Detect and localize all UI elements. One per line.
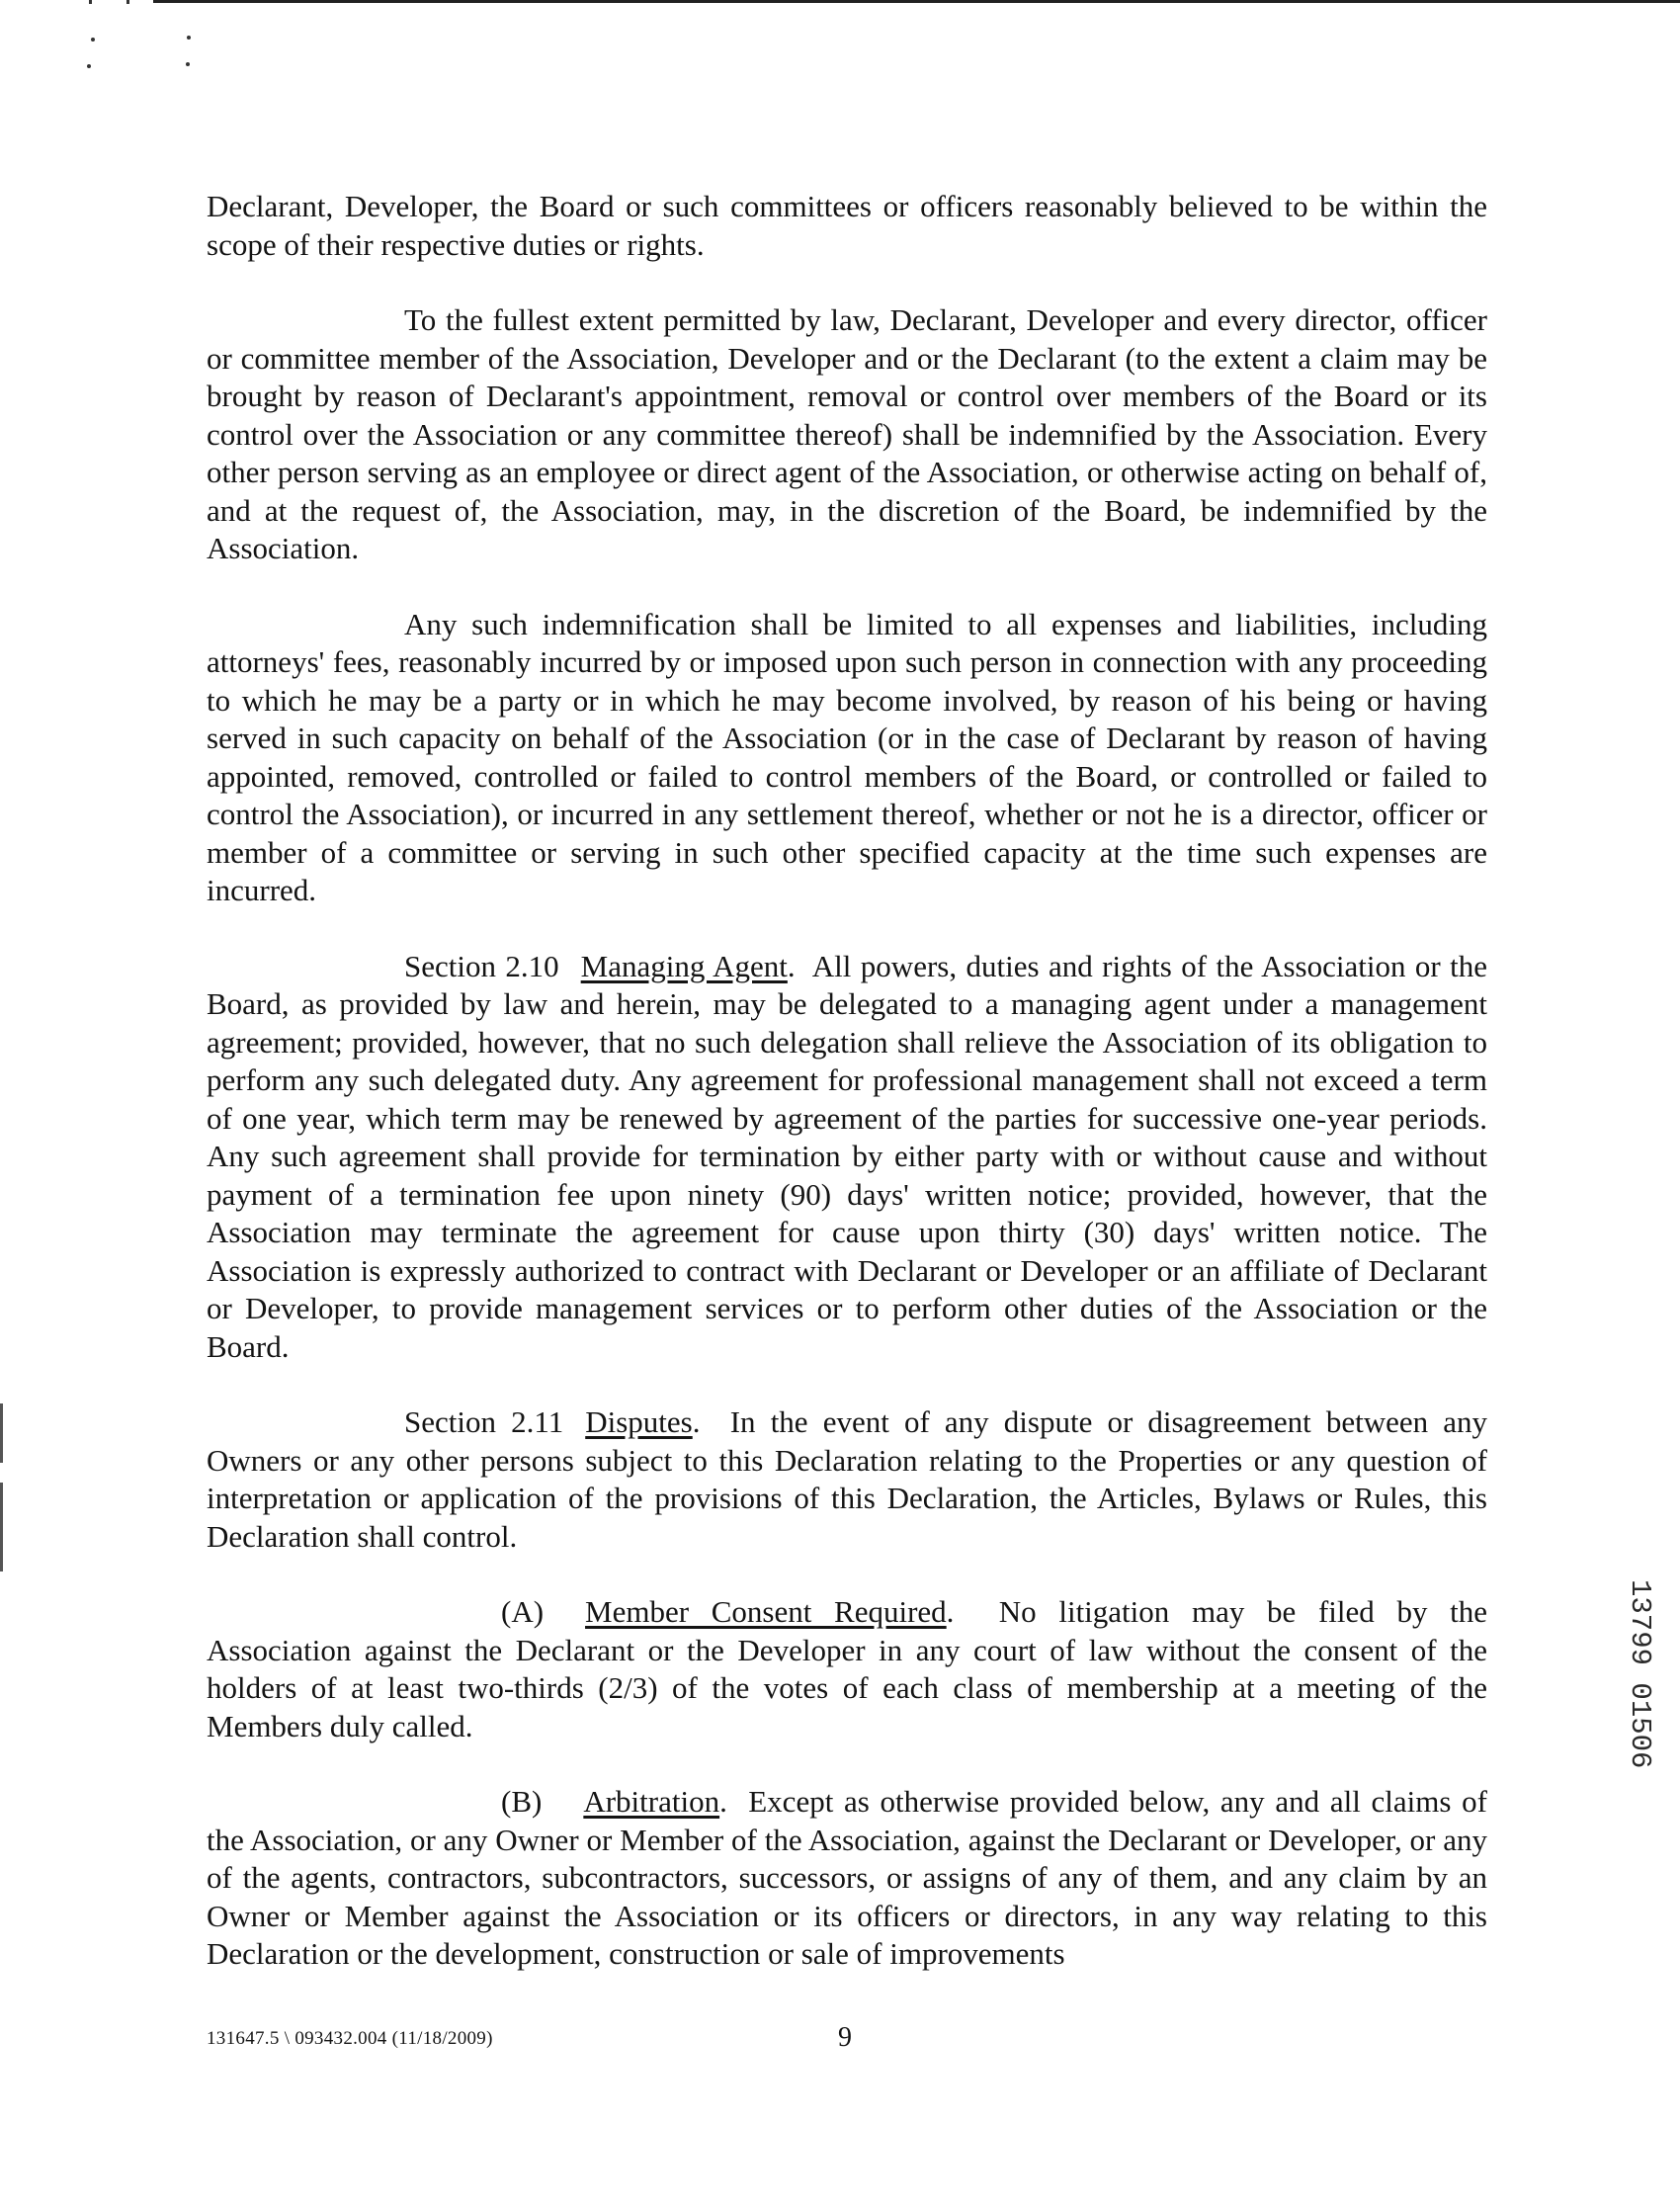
top-edge-rule bbox=[153, 0, 1680, 3]
top-edge-tick bbox=[89, 0, 92, 4]
subsection-b: (B) Arbitration. Except as otherwise provided below, any and all claims of the Association, or any Owner or Member of the Association, against the Declarant or Developer, or any of the agents, contractors, subcontractors, successors, or assigns of any of them, and any claim by an Owner or Member against the Association or its officers or directors, in any way relating to this Declaration or the development, construction or sale of improvements bbox=[207, 1784, 1487, 1971]
paragraph-text: Any such indemnification shall be limited to all expenses and liabilities, including attorneys' fees, reasonably incurred by or imposed upon such person in connection with any proceeding to which he may be a party or in which he may become involved, by reason of his being or having served in such capacity on behalf of the Association (or in the case of Declarant by reason of having appointed, removed, controlled or failed to control members of the Board, or controlled or failed to control the Association), or incurred in any settlement thereof, whether or not he is a director, officer or member of a committee or serving in such other specified capacity at the time such expenses are incurred. bbox=[207, 606, 1487, 907]
subsection-a: (A) Member Consent Required. No litigation may be filed by the Association against the Declarant or the Developer in any court of law without the consent of the holders of at least two-thirds (2/3) of the votes of each class of membership at a meeting of the Members duly called. bbox=[207, 1594, 1487, 1743]
subsection-label: (A) bbox=[501, 1594, 545, 1629]
footer-document-id: 131647.5 \ 093432.004 (11/18/2009) bbox=[207, 2028, 493, 2049]
scan-edge-mark bbox=[0, 1483, 3, 1571]
subsection-heading: Member Consent Required bbox=[585, 1594, 947, 1629]
scan-edge-mark bbox=[0, 1403, 3, 1463]
document-body bbox=[207, 188, 1487, 2011]
section-text: In the event of any dispute or disagreement between any Owners or any other persons subject to this Declaration relating to the Properties or any question of interpretation or application of the provisions of this Declaration, the Articles, Bylaws or Rules, this Declaration shall control. bbox=[207, 1404, 1487, 1554]
side-recording-stamp: 13799 01506 bbox=[1624, 1579, 1656, 1769]
paragraph-indemnification-scope bbox=[207, 301, 1487, 568]
paragraph-text: Declarant, Developer, the Board or such committees or officers reasonably believed to be within the scope of their respective duties or rights. bbox=[207, 189, 1487, 262]
page-number: 9 bbox=[838, 2022, 852, 2053]
section-2-10: Section 2.10 Managing Agent. All powers, duties and rights of the Association or the Board, as provided by law and herein, may be delegated to a managing agent under a management agreement; provided, however, that no such delegation shall relieve the Association of its obligation to perform any such delegated duty. Any agreement for professional management shall not exceed a term of one year, which term may be renewed by agreement of the parties for successive one-year periods. Any such agreement shall provide for termination by either party with or without cause and without payment of a termination fee upon ninety (90) days' written notice; provided, however, that the Association may terminate the agreement for cause upon thirty (30) days' written notice. The Association is expressly authorized to contract with Declarant or Developer or an affiliate of Declarant or Developer, to provide management services or to perform other duties of the Association or the Board. bbox=[207, 948, 1487, 1364]
subsection-heading: Arbitration bbox=[583, 1784, 720, 1819]
paragraph-indemnification-limits bbox=[207, 606, 1487, 910]
paragraph-text: To the fullest extent permitted by law, Declarant, Developer and every director, officer or committee member of the Association, Developer and or the Declarant (to the extent a claim may be brought by reason of Declarant's appointment, removal or control over members of the Board or its control over the Association or any committee thereof) shall be indemnified by the Association. Every other person serving as an employee or direct agent of the Association, or otherwise acting on behalf of, and at the request of, the Association, may, in the discretion of the Board, be indemnified by the Association. bbox=[207, 302, 1487, 565]
subsection-text: Except as otherwise provided below, any and all claims of the Association, or any Owner or Member of the Association, against the Declarant or Developer, or any of the agents, contractors, subcontractors, successors, or assigns of any of them, and any claim by an Owner or Member against the Association or its officers or directors, in any way relating to this Declaration or the development, construction or sale of improvements bbox=[207, 1784, 1487, 1971]
scan-speck bbox=[87, 64, 91, 68]
section-2-11: Section 2.11 Disputes. In the event of any dispute or disagreement between any Owners or any other persons subject to this Declaration relating to the Properties or any question of interpretation or application of the provisions of this Declaration, the Articles, Bylaws or Rules, this Declaration shall control. bbox=[207, 1404, 1487, 1554]
subsection-text: No litigation may be filed by the Association against the Declarant or the Developer in any court of law without the consent of the holders of at least two-thirds (2/3) of the votes of each class of membership at a meeting of the Members duly called. bbox=[207, 1594, 1487, 1743]
paragraph-continuation bbox=[207, 188, 1487, 264]
section-label: Section 2.10 bbox=[404, 948, 559, 983]
top-edge-tick bbox=[126, 0, 129, 4]
section-heading: Managing Agent bbox=[580, 948, 788, 983]
scan-speck bbox=[91, 38, 95, 42]
scan-speck bbox=[187, 36, 191, 40]
section-heading: Disputes bbox=[585, 1404, 693, 1439]
section-label: Section 2.11 bbox=[404, 1404, 564, 1439]
scan-speck bbox=[186, 62, 190, 66]
subsection-label: (B) bbox=[501, 1784, 543, 1819]
section-text: All powers, duties and rights of the Association or the Board, as provided by law and herein, may be delegated to a managing agent under a management agreement; provided, however, that no such delegation shall relieve the Association of its obligation to perform any such delegated duty. Any agreement for professional management shall not exceed a term of one year, which term may be renewed by agreement of the parties for successive one-year periods. Any such agreement shall provide for termination by either party with or without cause and without payment of a termination fee upon ninety (90) days' written notice; provided, however, that the Association may terminate the agreement for cause upon thirty (30) days' written notice. The Association is expressly authorized to contract with Declarant or Developer or an affiliate of Declarant or Developer, to provide management services or to perform other duties of the Association or the Board. bbox=[207, 948, 1487, 1364]
